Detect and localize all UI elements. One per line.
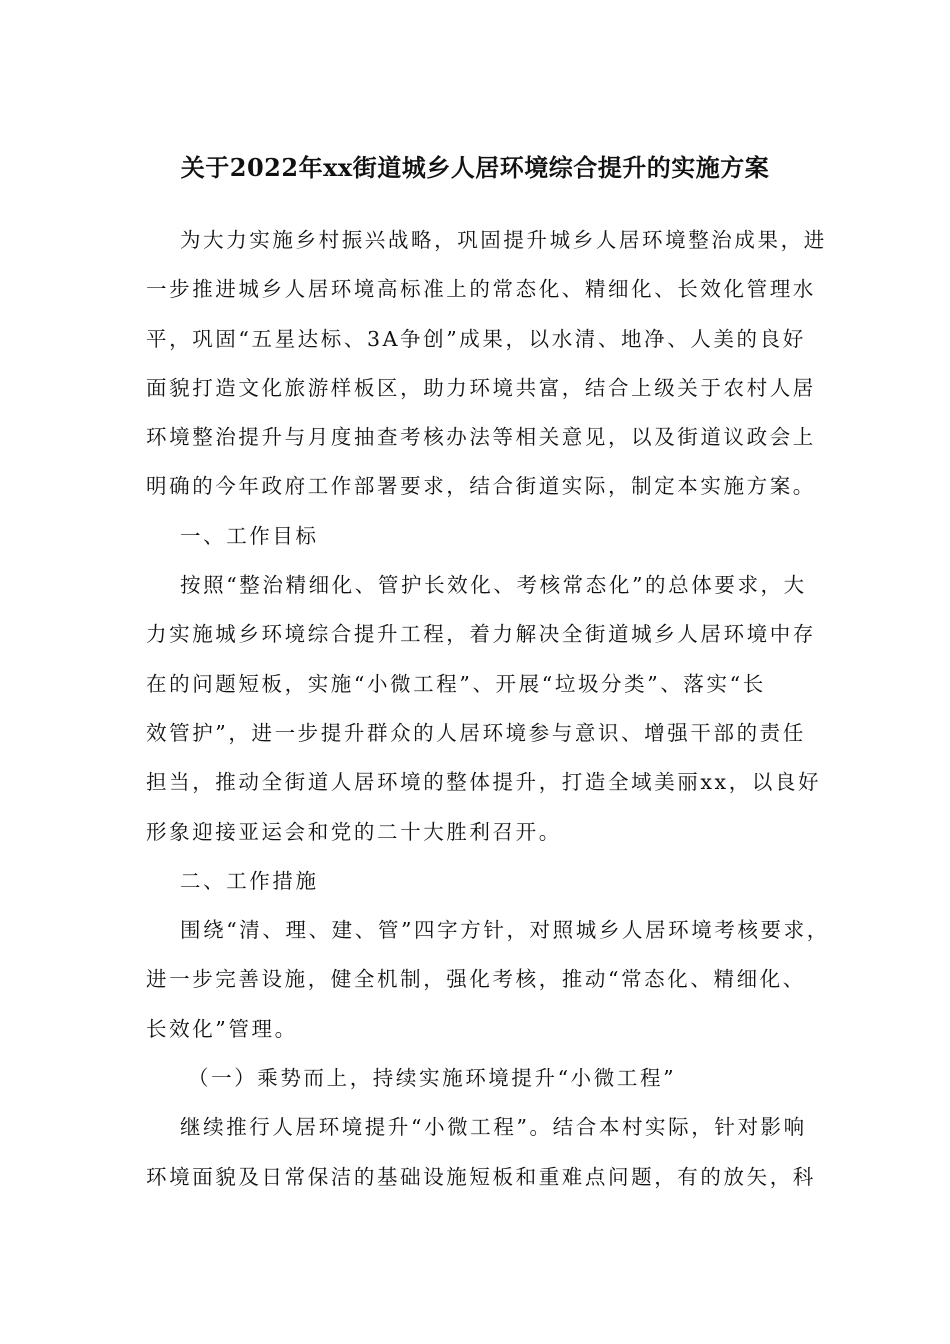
section-heading: 二、工作措施 <box>180 868 319 893</box>
paragraph-line: 面貌打造文化旅游样板区，助力环境共富，结合上级关于农村人居 <box>146 375 816 400</box>
paragraph-line: 担当，推动全街道人居环境的整体提升，打造全域美丽xx，以良好 <box>146 770 822 795</box>
document-body <box>146 216 830 1202</box>
paragraph-line: 为大力实施乡村振兴战略，巩固提升城乡人居环境整治成果，进 <box>180 228 827 252</box>
subsection-heading: （一）乘势而上，持续实施环境提升“小微工程” <box>188 1066 677 1091</box>
paragraph-line: 环境整治提升与月度抽查考核办法等相关意见，以及街道议政会上 <box>146 425 816 450</box>
paragraph-line: 明确的今年政府工作部署要求，结合街道实际，制定本实施方案。 <box>146 474 816 499</box>
paragraph-line: 效管护”，进一步提升群众的人居环境参与意识、增强干部的责任 <box>146 720 806 745</box>
section-heading: 一、工作目标 <box>180 523 319 548</box>
paragraph-line: 形象迎接亚运会和党的二十大胜利召开。 <box>146 819 562 844</box>
paragraph-line: 按照“整治精细化、管护长效化、考核常态化”的总体要求，大 <box>180 573 807 598</box>
paragraph-line: 一步推进城乡人居环境高标准上的常态化、精细化、长效化管理水 <box>146 277 816 302</box>
paragraph-line: 力实施城乡环境综合提升工程，着力解决全街道城乡人居环境中存 <box>146 622 816 647</box>
paragraph-line: 长效化”管理。 <box>146 1016 298 1041</box>
paragraph-line: 平，巩固“五星达标、3A争创”成果，以水清、地净、人美的良好 <box>146 326 806 351</box>
paragraph-line: 围绕“清、理、建、管”四字方针，对照城乡人居环境考核要求， <box>180 918 830 943</box>
paragraph-line: 环境面貌及日常保洁的基础设施短板和重难点问题，有的放矢，科 <box>146 1164 816 1189</box>
paragraph-line: 继续推行人居环境提升“小微工程”。结合本村实际，针对影响 <box>180 1115 807 1140</box>
paragraph-line: 在的问题短板，实施“小微工程”、开展“垃圾分类”、落实“长 <box>146 671 766 696</box>
document-title: 关于2022年xx街道城乡人居环境综合提升的实施方案 <box>180 153 770 182</box>
paragraph-line: 进一步完善设施，健全机制，强化考核，推动“常态化、精细化、 <box>146 967 806 992</box>
